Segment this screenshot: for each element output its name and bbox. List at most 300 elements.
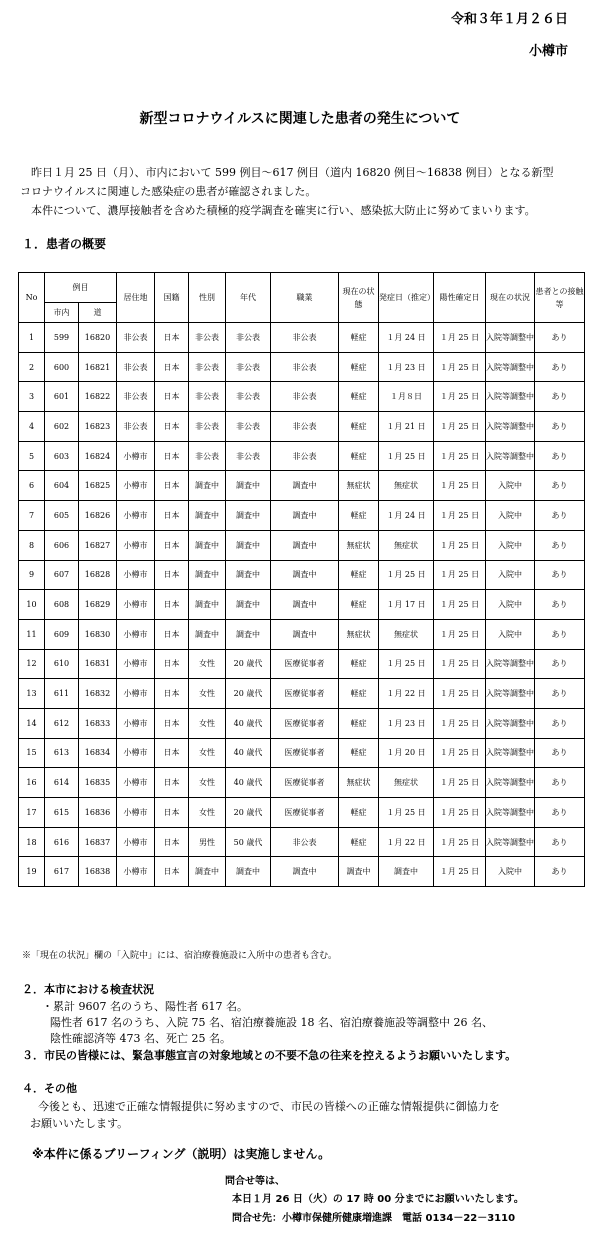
cell-pref-no: 16832: [79, 679, 117, 709]
header-onset: 発症日（推定）: [379, 273, 434, 323]
cell-occupation: 調査中: [271, 471, 339, 501]
cell-onset: １月 23 日: [379, 352, 434, 382]
header-positive: 陽性確定日: [434, 273, 486, 323]
cell-sex: 非公表: [189, 323, 226, 353]
cell-status: 入院等調整中: [486, 708, 535, 738]
section-2-line-3: 陰性確認済等 473 名、死亡 25 名。: [50, 1032, 231, 1045]
cell-sex: 女性: [189, 649, 226, 679]
cell-occupation: 調査中: [271, 530, 339, 560]
cell-pref-no: 16820: [79, 323, 117, 353]
header-pref-no: 道: [79, 303, 117, 323]
cell-contact: あり: [535, 708, 585, 738]
cell-positive: １月 25 日: [434, 768, 486, 798]
cell-age: 20 歳代: [226, 649, 271, 679]
cell-no: 2: [19, 352, 45, 382]
cell-residence: 小樽市: [117, 738, 155, 768]
cell-no: 18: [19, 827, 45, 857]
cell-pref-no: 16827: [79, 530, 117, 560]
header-residence: 居住地: [117, 273, 155, 323]
cell-nationality: 日本: [155, 501, 189, 531]
cell-age: 非公表: [226, 441, 271, 471]
cell-no: 7: [19, 501, 45, 531]
cell-no: 9: [19, 560, 45, 590]
cell-occupation: 非公表: [271, 441, 339, 471]
table-row: [19, 708, 585, 738]
cell-pref-no: 16831: [79, 649, 117, 679]
cell-positive: １月 25 日: [434, 590, 486, 620]
cell-city-no: 610: [45, 649, 79, 679]
cell-residence: 小樽市: [117, 441, 155, 471]
cell-nationality: 日本: [155, 352, 189, 382]
cell-sex: 男性: [189, 827, 226, 857]
cell-onset: 調査中: [379, 857, 434, 887]
cell-occupation: 調査中: [271, 619, 339, 649]
cell-sex: 非公表: [189, 352, 226, 382]
cell-city-no: 614: [45, 768, 79, 798]
cell-no: 8: [19, 530, 45, 560]
cell-positive: １月 25 日: [434, 857, 486, 887]
cell-occupation: 医療従事者: [271, 679, 339, 709]
cell-contact: あり: [535, 590, 585, 620]
cell-residence: 小樽市: [117, 649, 155, 679]
cell-contact: あり: [535, 323, 585, 353]
cell-residence: 小樽市: [117, 798, 155, 828]
cell-occupation: 調査中: [271, 501, 339, 531]
cell-occupation: 医療従事者: [271, 708, 339, 738]
cell-no: 6: [19, 471, 45, 501]
table-row: [19, 768, 585, 798]
table-row: [19, 323, 585, 353]
cell-city-no: 609: [45, 619, 79, 649]
cell-state: 軽症: [339, 382, 379, 412]
header-case: 例目: [45, 273, 117, 303]
intro-line-1: 昨日１月 25 日（月）、市内において 599 例目～617 例目（道内 16820 例目～16838 例目）となる新型: [20, 166, 554, 179]
cell-pref-no: 16824: [79, 441, 117, 471]
cell-residence: 非公表: [117, 352, 155, 382]
cell-age: 調査中: [226, 619, 271, 649]
cell-positive: １月 25 日: [434, 530, 486, 560]
header-city-no: 市内: [45, 303, 79, 323]
cell-contact: あり: [535, 798, 585, 828]
cell-sex: 女性: [189, 768, 226, 798]
cell-state: 軽症: [339, 501, 379, 531]
cell-residence: 小樽市: [117, 530, 155, 560]
cell-positive: １月 25 日: [434, 352, 486, 382]
section-2-line-1: ・累計 9607 名のうち、陽性者 617 名。: [42, 1000, 248, 1013]
cell-status: 入院中: [486, 857, 535, 887]
cell-positive: １月 25 日: [434, 471, 486, 501]
issuer-city: 小樽市: [528, 44, 568, 59]
cell-positive: １月 25 日: [434, 501, 486, 531]
cell-positive: １月 25 日: [434, 738, 486, 768]
cell-state: 軽症: [339, 708, 379, 738]
intro-line-3: 本件について、濃厚接触者を含めた積極的疫学調査を確実に行い、感染拡大防止に努めてまいります。: [20, 204, 536, 217]
cell-status: 入院中: [486, 560, 535, 590]
cell-sex: 調査中: [189, 471, 226, 501]
cell-no: 4: [19, 412, 45, 442]
cell-positive: １月 25 日: [434, 827, 486, 857]
cell-occupation: 調査中: [271, 560, 339, 590]
cell-city-no: 604: [45, 471, 79, 501]
cell-nationality: 日本: [155, 708, 189, 738]
cell-contact: あり: [535, 560, 585, 590]
cell-age: 非公表: [226, 352, 271, 382]
cell-positive: １月 25 日: [434, 679, 486, 709]
cell-state: 無症状: [339, 530, 379, 560]
cell-occupation: 非公表: [271, 382, 339, 412]
cell-pref-no: 16822: [79, 382, 117, 412]
cell-positive: １月 25 日: [434, 649, 486, 679]
cell-no: 12: [19, 649, 45, 679]
cell-state: 無症状: [339, 768, 379, 798]
inquiry-line-1: 問合せ等は、: [225, 1176, 285, 1187]
cell-state: 軽症: [339, 827, 379, 857]
table-row: [19, 738, 585, 768]
cell-pref-no: 16835: [79, 768, 117, 798]
cell-pref-no: 16837: [79, 827, 117, 857]
cell-pref-no: 16838: [79, 857, 117, 887]
cell-nationality: 日本: [155, 590, 189, 620]
cell-city-no: 605: [45, 501, 79, 531]
cell-nationality: 日本: [155, 323, 189, 353]
cell-contact: あり: [535, 649, 585, 679]
cell-no: 17: [19, 798, 45, 828]
cell-pref-no: 16836: [79, 798, 117, 828]
header-status: 現在の状況: [486, 273, 535, 323]
cell-sex: 非公表: [189, 382, 226, 412]
cell-city-no: 613: [45, 738, 79, 768]
cell-no: 11: [19, 619, 45, 649]
cell-age: 20 歳代: [226, 798, 271, 828]
section-4-line-1: 今後とも、迅速で正確な情報提供に努めますので、市民の皆様への正確な情報提供に御協力を: [38, 1100, 500, 1113]
cell-state: 軽症: [339, 352, 379, 382]
cell-city-no: 606: [45, 530, 79, 560]
cell-city-no: 603: [45, 441, 79, 471]
cell-occupation: 医療従事者: [271, 738, 339, 768]
cell-status: 入院等調整中: [486, 382, 535, 412]
cell-age: 非公表: [226, 323, 271, 353]
cell-city-no: 617: [45, 857, 79, 887]
cell-state: 軽症: [339, 560, 379, 590]
header-sex: 性別: [189, 273, 226, 323]
cell-city-no: 599: [45, 323, 79, 353]
cell-nationality: 日本: [155, 649, 189, 679]
cell-status: 入院等調整中: [486, 738, 535, 768]
header-state: 現在の状態: [339, 273, 379, 323]
section-1-heading: １．患者の概要: [22, 237, 107, 251]
cell-residence: 小樽市: [117, 679, 155, 709]
cell-residence: 小樽市: [117, 827, 155, 857]
cell-occupation: 非公表: [271, 412, 339, 442]
cell-residence: 小樽市: [117, 471, 155, 501]
cell-status: 入院等調整中: [486, 323, 535, 353]
cell-pref-no: 16830: [79, 619, 117, 649]
section-3-heading: ３．市民の皆様には、緊急事態宣言の対象地域との不要不急の往来を控えるようお願いいたします。: [22, 1049, 517, 1062]
cell-sex: 調査中: [189, 560, 226, 590]
cell-age: 調査中: [226, 590, 271, 620]
cell-no: 19: [19, 857, 45, 887]
table-row: [19, 827, 585, 857]
cell-onset: １月 24 日: [379, 323, 434, 353]
cell-age: 50 歳代: [226, 827, 271, 857]
cell-status: 入院等調整中: [486, 827, 535, 857]
cell-age: 40 歳代: [226, 768, 271, 798]
cell-residence: 非公表: [117, 323, 155, 353]
cell-nationality: 日本: [155, 441, 189, 471]
section-4-line-2: お願いいたします。: [30, 1117, 129, 1130]
cell-age: 40 歳代: [226, 708, 271, 738]
cell-status: 入院等調整中: [486, 352, 535, 382]
cell-contact: あり: [535, 530, 585, 560]
cell-onset: １月 22 日: [379, 827, 434, 857]
cell-onset: １月 24 日: [379, 501, 434, 531]
cell-positive: １月 25 日: [434, 708, 486, 738]
cell-nationality: 日本: [155, 382, 189, 412]
cell-nationality: 日本: [155, 530, 189, 560]
table-row: [19, 679, 585, 709]
cell-city-no: 607: [45, 560, 79, 590]
cell-occupation: 調査中: [271, 590, 339, 620]
cell-onset: １月 25 日: [379, 560, 434, 590]
cell-positive: １月 25 日: [434, 412, 486, 442]
cell-pref-no: 16829: [79, 590, 117, 620]
cell-onset: １月 21 日: [379, 412, 434, 442]
cell-onset: １月８日: [379, 382, 434, 412]
cell-no: 15: [19, 738, 45, 768]
cell-onset: １月 23 日: [379, 708, 434, 738]
cell-status: 入院等調整中: [486, 441, 535, 471]
header-contact: 患者との接触等: [535, 273, 585, 323]
patient-table: [18, 272, 585, 887]
cell-state: 無症状: [339, 471, 379, 501]
cell-no: 1: [19, 323, 45, 353]
cell-occupation: 調査中: [271, 857, 339, 887]
cell-age: 非公表: [226, 412, 271, 442]
cell-city-no: 602: [45, 412, 79, 442]
cell-onset: １月 22 日: [379, 679, 434, 709]
cell-sex: 調査中: [189, 501, 226, 531]
cell-contact: あり: [535, 441, 585, 471]
section-4-heading: ４．その他: [22, 1082, 77, 1095]
table-row: [19, 619, 585, 649]
cell-onset: 無症状: [379, 530, 434, 560]
section-2-line-2: 陽性者 617 名のうち、入院 75 名、宿泊療養施設 18 名、宿泊療養施設等調整中 26 名、: [50, 1016, 493, 1029]
cell-contact: あり: [535, 471, 585, 501]
table-row: [19, 471, 585, 501]
cell-sex: 調査中: [189, 530, 226, 560]
cell-positive: １月 25 日: [434, 441, 486, 471]
cell-positive: １月 25 日: [434, 382, 486, 412]
cell-pref-no: 16825: [79, 471, 117, 501]
cell-no: 10: [19, 590, 45, 620]
cell-contact: あり: [535, 352, 585, 382]
cell-status: 入院等調整中: [486, 412, 535, 442]
cell-sex: 非公表: [189, 441, 226, 471]
cell-positive: １月 25 日: [434, 560, 486, 590]
cell-onset: 無症状: [379, 471, 434, 501]
cell-city-no: 611: [45, 679, 79, 709]
cell-age: 調査中: [226, 857, 271, 887]
cell-pref-no: 16821: [79, 352, 117, 382]
cell-nationality: 日本: [155, 798, 189, 828]
cell-occupation: 医療従事者: [271, 768, 339, 798]
cell-occupation: 医療従事者: [271, 798, 339, 828]
cell-onset: １月 25 日: [379, 649, 434, 679]
cell-nationality: 日本: [155, 560, 189, 590]
cell-age: 20 歳代: [226, 679, 271, 709]
cell-residence: 小樽市: [117, 857, 155, 887]
cell-status: 入院等調整中: [486, 649, 535, 679]
cell-age: 非公表: [226, 382, 271, 412]
cell-pref-no: 16834: [79, 738, 117, 768]
cell-city-no: 608: [45, 590, 79, 620]
cell-city-no: 601: [45, 382, 79, 412]
cell-contact: あり: [535, 679, 585, 709]
cell-onset: 無症状: [379, 619, 434, 649]
cell-nationality: 日本: [155, 471, 189, 501]
cell-onset: 無症状: [379, 768, 434, 798]
cell-state: 軽症: [339, 649, 379, 679]
cell-positive: １月 25 日: [434, 323, 486, 353]
cell-contact: あり: [535, 619, 585, 649]
cell-residence: 小樽市: [117, 590, 155, 620]
cell-age: 調査中: [226, 471, 271, 501]
cell-contact: あり: [535, 501, 585, 531]
cell-residence: 小樽市: [117, 768, 155, 798]
cell-contact: あり: [535, 857, 585, 887]
cell-state: 無症状: [339, 619, 379, 649]
cell-onset: １月 20 日: [379, 738, 434, 768]
cell-contact: あり: [535, 412, 585, 442]
cell-state: 軽症: [339, 323, 379, 353]
cell-onset: １月 17 日: [379, 590, 434, 620]
cell-status: 入院等調整中: [486, 679, 535, 709]
cell-contact: あり: [535, 382, 585, 412]
cell-occupation: 非公表: [271, 323, 339, 353]
cell-positive: １月 25 日: [434, 619, 486, 649]
cell-no: 3: [19, 382, 45, 412]
cell-no: 16: [19, 768, 45, 798]
cell-no: 13: [19, 679, 45, 709]
table-note: ※「現在の状況」欄の「入院中」には、宿泊療養施設に入所中の患者も含む。: [22, 951, 338, 961]
cell-status: 入院中: [486, 501, 535, 531]
cell-contact: あり: [535, 768, 585, 798]
cell-residence: 小樽市: [117, 708, 155, 738]
cell-onset: １月 25 日: [379, 798, 434, 828]
cell-status: 入院等調整中: [486, 798, 535, 828]
cell-city-no: 600: [45, 352, 79, 382]
cell-sex: 女性: [189, 798, 226, 828]
cell-state: 軽症: [339, 798, 379, 828]
cell-city-no: 612: [45, 708, 79, 738]
cell-nationality: 日本: [155, 679, 189, 709]
cell-sex: 非公表: [189, 412, 226, 442]
cell-city-no: 615: [45, 798, 79, 828]
table-row: [19, 441, 585, 471]
cell-sex: 調査中: [189, 857, 226, 887]
section-2-heading: ２．本市における検査状況: [22, 983, 154, 996]
cell-residence: 小樽市: [117, 560, 155, 590]
cell-positive: １月 25 日: [434, 798, 486, 828]
cell-pref-no: 16826: [79, 501, 117, 531]
table-row: [19, 530, 585, 560]
cell-nationality: 日本: [155, 857, 189, 887]
table-row: [19, 649, 585, 679]
briefing-notice: ※本件に係るブリーフィング（説明）は実施しません。: [32, 1147, 331, 1161]
cell-occupation: 非公表: [271, 827, 339, 857]
cell-pref-no: 16828: [79, 560, 117, 590]
intro-line-2: コロナウイルスに関連した感染症の患者が確認されました。: [20, 185, 317, 198]
cell-age: 調査中: [226, 530, 271, 560]
cell-nationality: 日本: [155, 827, 189, 857]
cell-residence: 小樽市: [117, 619, 155, 649]
cell-pref-no: 16833: [79, 708, 117, 738]
table-row: [19, 382, 585, 412]
cell-residence: 非公表: [117, 382, 155, 412]
cell-age: 40 歳代: [226, 738, 271, 768]
cell-nationality: 日本: [155, 738, 189, 768]
cell-onset: １月 25 日: [379, 441, 434, 471]
table-row: [19, 590, 585, 620]
cell-sex: 調査中: [189, 619, 226, 649]
cell-status: 入院中: [486, 530, 535, 560]
table-row: [19, 560, 585, 590]
cell-status: 入院中: [486, 590, 535, 620]
cell-sex: 調査中: [189, 590, 226, 620]
cell-nationality: 日本: [155, 768, 189, 798]
cell-state: 軽症: [339, 441, 379, 471]
inquiry-line-2: 本日１月 26 日（火）の 17 時 00 分までにお願いいたします。: [232, 1194, 524, 1205]
cell-no: 14: [19, 708, 45, 738]
patient-table-body: [19, 323, 585, 887]
cell-residence: 小樽市: [117, 501, 155, 531]
cell-status: 入院中: [486, 471, 535, 501]
cell-contact: あり: [535, 827, 585, 857]
cell-age: 調査中: [226, 501, 271, 531]
table-row: [19, 501, 585, 531]
document-date: 令和３年１月２６日: [450, 12, 568, 27]
cell-age: 調査中: [226, 560, 271, 590]
cell-state: 調査中: [339, 857, 379, 887]
table-row: [19, 412, 585, 442]
cell-city-no: 616: [45, 827, 79, 857]
cell-no: 5: [19, 441, 45, 471]
cell-pref-no: 16823: [79, 412, 117, 442]
cell-sex: 女性: [189, 738, 226, 768]
header-age: 年代: [226, 273, 271, 323]
cell-state: 軽症: [339, 679, 379, 709]
intro-paragraph: [20, 163, 580, 220]
cell-contact: あり: [535, 738, 585, 768]
cell-nationality: 日本: [155, 619, 189, 649]
cell-sex: 女性: [189, 708, 226, 738]
cell-nationality: 日本: [155, 412, 189, 442]
table-row: [19, 352, 585, 382]
cell-state: 軽症: [339, 412, 379, 442]
header-occupation: 職業: [271, 273, 339, 323]
table-row: [19, 798, 585, 828]
header-no: No: [19, 273, 45, 323]
inquiry-contact: 問合せ先：小樽市保健所健康増進課 電話 0134－22－3110: [232, 1213, 516, 1224]
cell-state: 軽症: [339, 590, 379, 620]
cell-occupation: 非公表: [271, 352, 339, 382]
cell-residence: 非公表: [117, 412, 155, 442]
cell-status: 入院中: [486, 619, 535, 649]
cell-status: 入院等調整中: [486, 768, 535, 798]
cell-state: 軽症: [339, 738, 379, 768]
cell-occupation: 医療従事者: [271, 649, 339, 679]
table-row: [19, 857, 585, 887]
